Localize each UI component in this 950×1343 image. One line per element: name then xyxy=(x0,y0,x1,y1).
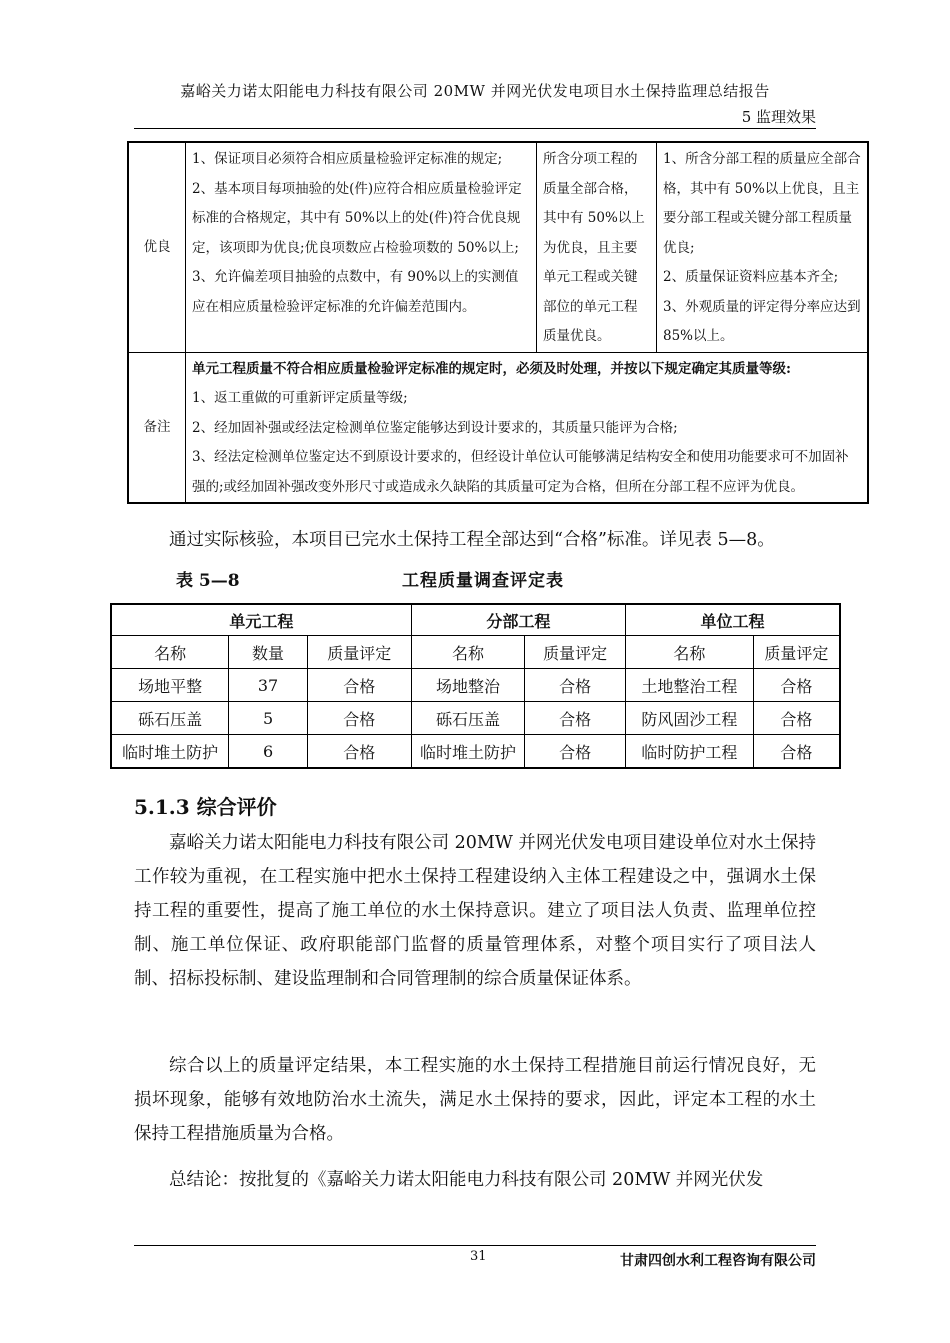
remarks-row xyxy=(128,352,868,503)
column-header: 名称 xyxy=(411,636,525,669)
criteria-item: 1、所含分部工程的质量应全部合格，其中有 50%以上优良，且主要分部工程或关键分部工程质量优良; xyxy=(663,151,861,256)
quality-survey-table xyxy=(110,603,841,769)
column-header: 质量评定 xyxy=(525,636,626,669)
table-cell: 临时防护工程 xyxy=(626,735,754,769)
excellent-row xyxy=(128,142,868,352)
table-cell: 合格 xyxy=(525,669,626,702)
table-cell: 场地平整 xyxy=(111,669,229,702)
criteria-item: 2、质量保证资料应基本齐全; xyxy=(663,269,839,285)
report-title: 嘉峪关力诺太阳能电力科技有限公司 20MW 并网光伏发电项目水土保持监理总结报告 xyxy=(180,82,770,100)
page-number: 31 xyxy=(470,1249,487,1264)
table-cell: 合格 xyxy=(307,669,411,702)
table-cell: 合格 xyxy=(753,702,840,735)
table-title: 工程质量调查评定表 xyxy=(402,571,564,591)
column-header: 质量评定 xyxy=(753,636,840,669)
column-header: 数量 xyxy=(229,636,308,669)
body-paragraph: 嘉峪关力诺太阳能电力科技有限公司 20MW 并网光伏发电项目建设单位对水土保持工作较为重视，在工程实施中把水土保持工程建设纳入主体工程建设之中，强调水土保持工程的重要性，提高了施工单位的水土保持意识。建立了项目法人负责、监理单位控制、施工单位保证、政府职能部门监督的质量管理体系，对整个项目实行了项目法人制、招标投标制、建设监理制和合同管理制的综合质量保证体系。 xyxy=(134,833,816,989)
section-label: 5 监理效果 xyxy=(741,108,816,126)
table-cell: 37 xyxy=(229,669,308,702)
footer-divider xyxy=(134,1245,816,1246)
group-unit-works: 单元工程 xyxy=(111,604,411,636)
table-cell: 合格 xyxy=(525,702,626,735)
table-cell: 合格 xyxy=(307,735,411,769)
table-cell: 砾石压盖 xyxy=(111,702,229,735)
group-sub-works: 分部工程 xyxy=(411,604,625,636)
intro-paragraph: 通过实际核验，本项目已完水土保持工程全部达到“合格”标准。详见表 5—8。 xyxy=(169,530,775,550)
criteria-item: 3、外观质量的评定得分率应达到 85%以上。 xyxy=(663,298,861,344)
table-row xyxy=(111,669,840,702)
column-header: 名称 xyxy=(626,636,754,669)
table-cell: 合格 xyxy=(307,702,411,735)
criteria-item: 所含分项工程的质量全部合格，其中有 50%以上为优良，且主要单元工程或关键部位的单元工程质量优良。 xyxy=(543,151,645,344)
remarks-content xyxy=(186,352,869,503)
excellent-unit-project-criteria xyxy=(657,142,869,352)
header-divider xyxy=(134,128,816,129)
table-cell: 合格 xyxy=(525,735,626,769)
table-cell: 砾石压盖 xyxy=(411,702,525,735)
table-row xyxy=(111,735,840,769)
criteria-item: 1、保证项目必须符合相应质量检验评定标准的规定; xyxy=(192,151,503,167)
section-heading: 5.1.3 综合评价 xyxy=(134,795,277,819)
table-number: 表 5—8 xyxy=(176,571,240,591)
table-cell: 合格 xyxy=(753,669,840,702)
remarks-item: 3、经法定检测单位鉴定达不到原设计要求的，但经设计单位认可能够满足结构安全和使用功能要求可不加固补强的;或经加固补强改变外形尺寸或造成永久缺陷的其质量可定为合格，但所在分部工程不应评为优良。 xyxy=(192,449,849,495)
group-header-row xyxy=(111,604,840,636)
table-cell: 防风固沙工程 xyxy=(626,702,754,735)
excellent-subproject-criteria xyxy=(537,142,657,352)
table-row xyxy=(111,702,840,735)
remarks-item: 1、返工重做的可重新评定质量等级; xyxy=(192,390,408,406)
excellent-unit-criteria xyxy=(186,142,537,352)
group-unit-projects: 单位工程 xyxy=(626,604,840,636)
criteria-item: 3、允许偏差项目抽验的点数中，有 90%以上的实测值应在相应质量检验评定标准的允许偏差范围内。 xyxy=(192,269,519,315)
table-cell: 土地整治工程 xyxy=(626,669,754,702)
quality-standards-table xyxy=(127,141,869,504)
column-header: 质量评定 xyxy=(307,636,411,669)
body-paragraph: 总结论：按批复的《嘉峪关力诺太阳能电力科技有限公司 20MW 并网光伏发 xyxy=(169,1170,764,1190)
remarks-item: 2、经加固补强或经法定检测单位鉴定能够达到设计要求的，其质量只能评为合格; xyxy=(192,419,678,436)
footer-organization: 甘肃四创水利工程咨询有限公司 xyxy=(620,1253,816,1269)
criteria-item: 2、基本项目每项抽验的处(件)应符合相应质量检验评定标准的合格规定，其中有 50%以上的处(件)符合优良规定，该项即为优良;优良项数应占检验项数的 50%以上; xyxy=(192,180,522,256)
table-cell: 场地整治 xyxy=(411,669,525,702)
column-header: 名称 xyxy=(111,636,229,669)
excellent-label: 优良 xyxy=(128,142,186,352)
table-cell: 临时堆土防护 xyxy=(411,735,525,769)
table-cell: 临时堆土防护 xyxy=(111,735,229,769)
table-cell: 5 xyxy=(229,702,308,735)
remarks-lead: 单元工程质量不符合相应质量检验评定标准的规定时，必须及时处理，并按以下规定确定其质量等级: xyxy=(192,360,791,377)
remarks-label: 备注 xyxy=(128,352,186,503)
table-cell: 合格 xyxy=(753,735,840,769)
column-header-row xyxy=(111,636,840,669)
table-cell: 6 xyxy=(229,735,308,769)
body-paragraph: 综合以上的质量评定结果，本工程实施的水土保持工程措施目前运行情况良好，无损坏现象，能够有效地防治水土流失，满足水土保持的要求，因此，评定本工程的水土保持工程措施质量为合格。 xyxy=(134,1056,816,1144)
